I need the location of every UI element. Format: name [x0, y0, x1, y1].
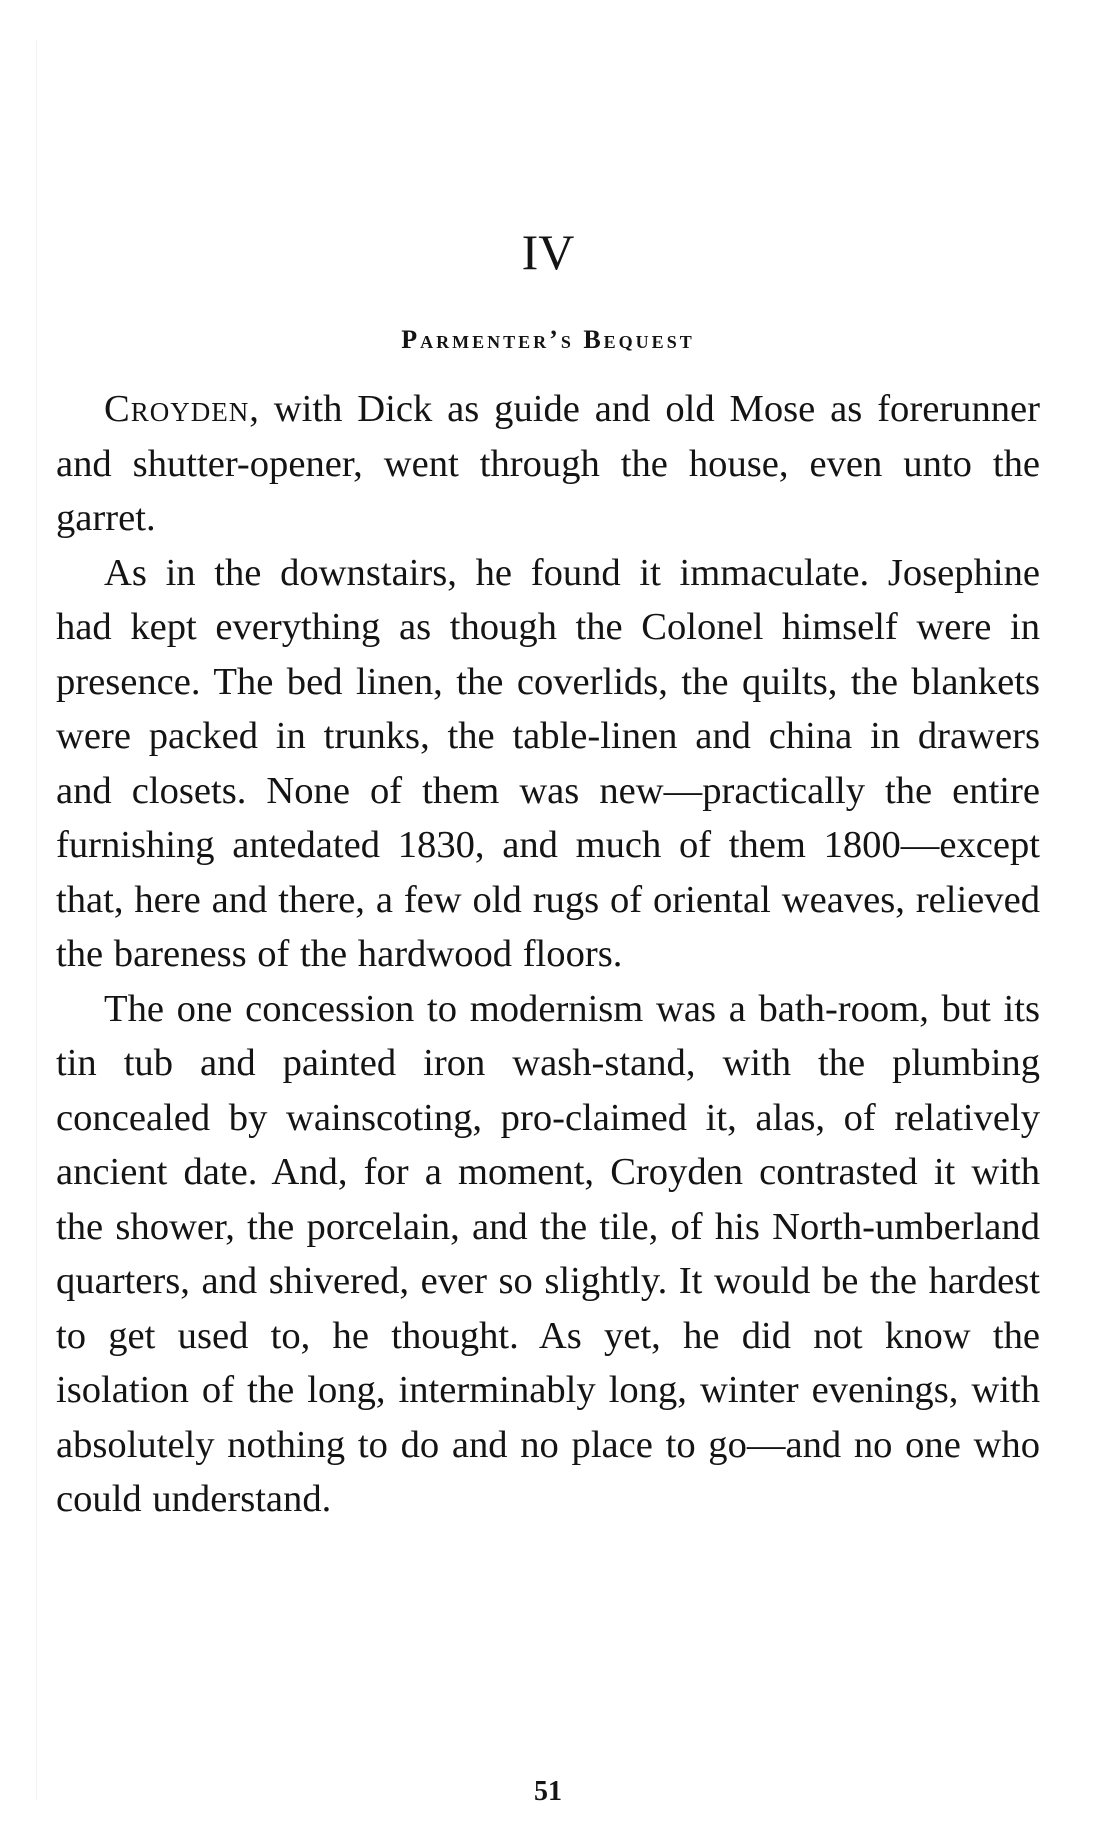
paragraph-3: The one concession to modernism was a bath-room, but its tin tub and painted iron wash-stand, with the plumbing concealed by wainscoting, pro-claimed it, alas, of relatively ancient date. And, for a moment, Croyden contrasted it with the shower, the porcelain, and the tile, of his North-umberland quarters, and shivered, ever so slightly. It would be the hardest to get used to, he thought. As yet, he did not know the isolation of the long, interminably long, winter evenings, with absolutely nothing to do and no place to go—and no one who could understand. — [56, 987, 1040, 1520]
chapter-title: Parmenter’s Bequest — [401, 325, 695, 354]
page-number: 51 — [534, 1776, 562, 1807]
paragraph-lead-word: Croyden — [104, 388, 250, 430]
paragraph-1-text: , with Dick as guide and old Mose as forerunner and shutter-opener, went through the house, even unto the garret. — [56, 388, 1040, 539]
page-edge-shadow — [36, 40, 37, 1800]
paragraph-2: As in the downstairs, he found it immaculate. Josephine had kept everything as though the Colonel himself were in presence. The bed linen, the coverlids, the quilts, the blankets were packed in trunks, the table-linen and china in drawers and closets. None of them was new—practically the entire furnishing antedated 1830, and much of them 1800—except that, here and there, a few old rugs of oriental weaves, relieved the bareness of the hardwood floors. — [56, 551, 1040, 975]
chapter-body — [56, 382, 1040, 1527]
paragraph-1 — [56, 382, 1040, 546]
book-page — [56, 0, 1040, 1832]
chapter-number: IV — [521, 224, 575, 280]
